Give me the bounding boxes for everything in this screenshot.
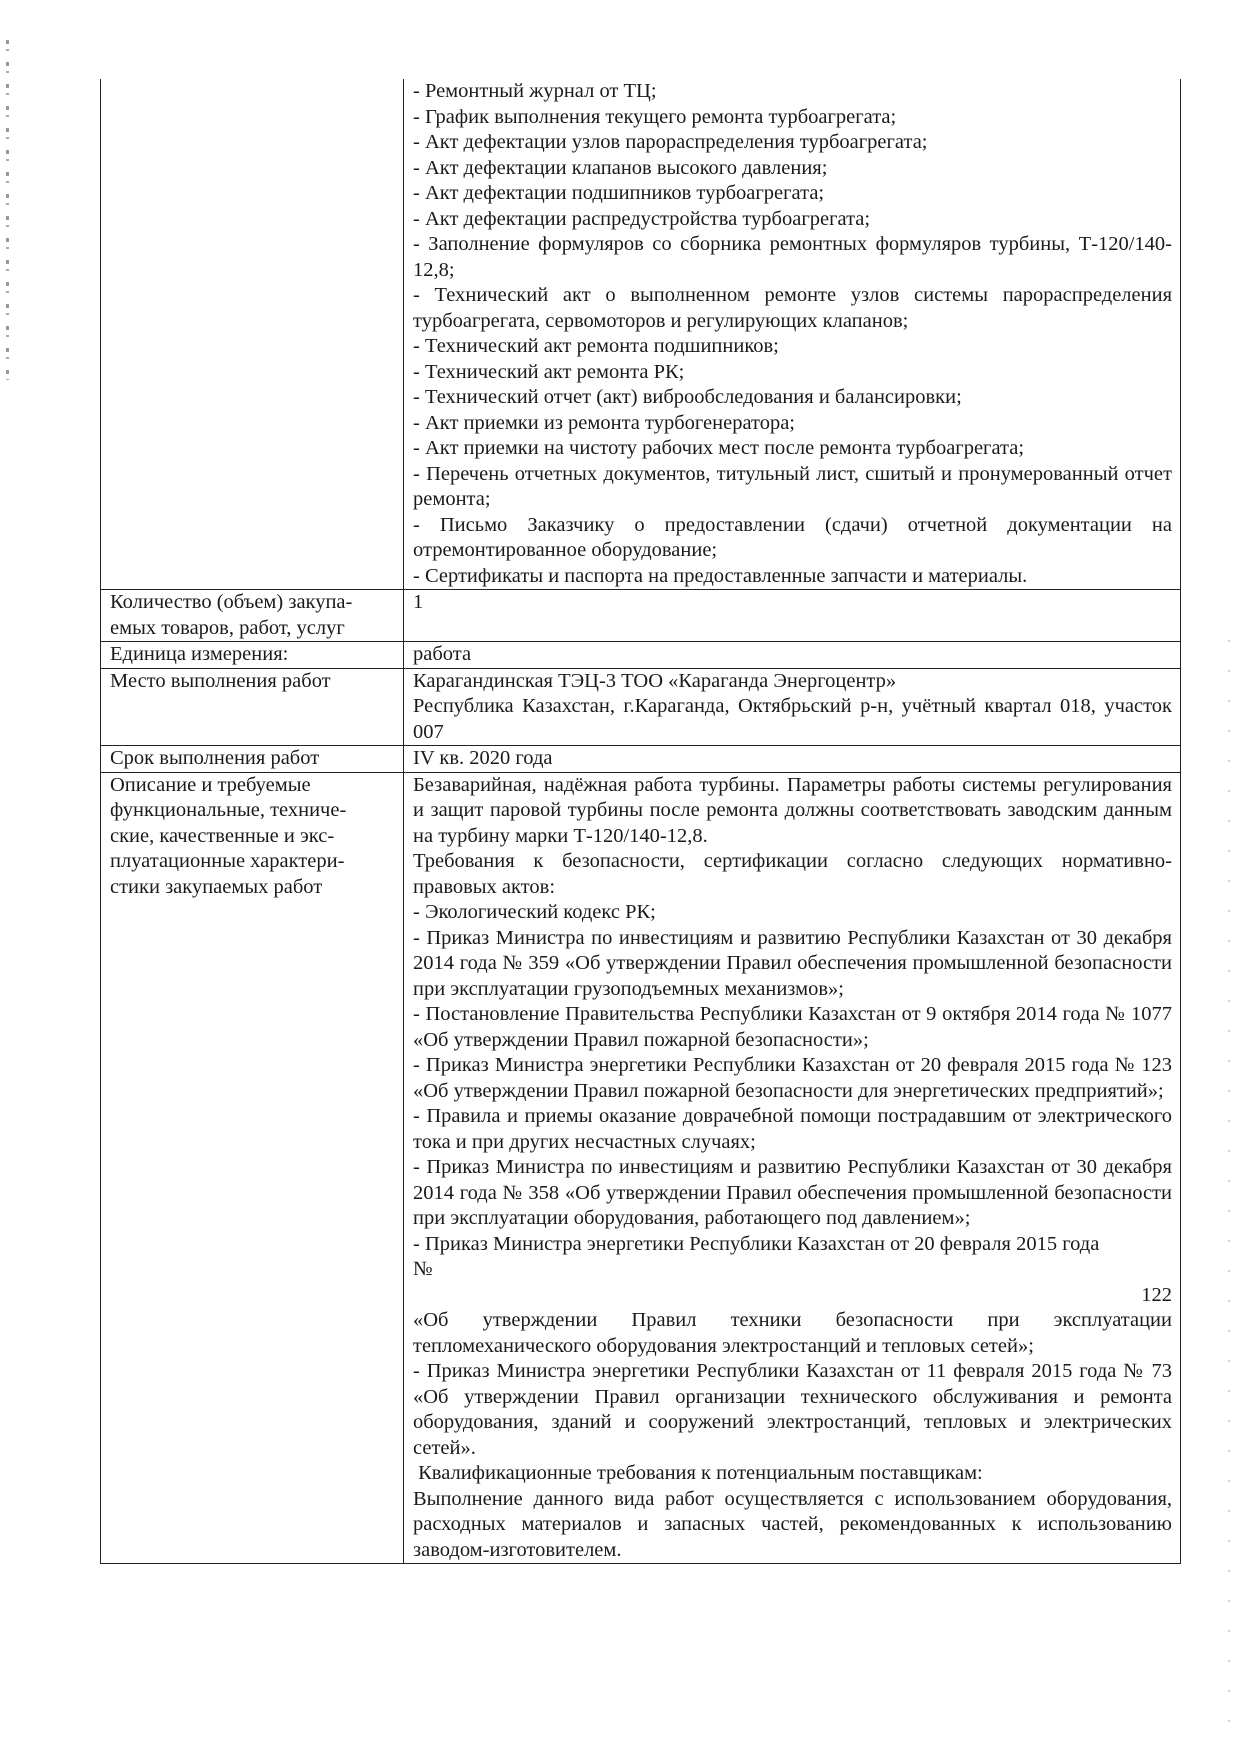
table-row-unit: [101, 642, 1181, 669]
row-label: стики закупаемых работ: [110, 875, 323, 898]
list-item: - Акт приемки из ремонта турбогенератора;: [413, 411, 795, 434]
list-item: - График выполнения текущего ремонта турбоагрегата;: [413, 105, 897, 128]
specification-table: [100, 79, 1181, 1564]
list-item: - Экологический кодекс РК;: [413, 901, 656, 923]
value-cell-deadline: [404, 746, 1181, 773]
row-label: Единица измерения:: [110, 643, 289, 665]
label-cell-location: [101, 668, 404, 746]
row-label: ские, качественные и экс-: [110, 824, 335, 847]
list-item: - Технический акт ремонта подшипников;: [413, 335, 779, 357]
row-label: емых товаров, работ, услуг: [110, 616, 345, 639]
table-row-quantity: [101, 590, 1181, 642]
list-item: - Постановление Правительства Республики Казахстан от 9 октября 2014 года № 1077 «Об утверждении Правил пожарной безопасности»;: [413, 1003, 1172, 1051]
list-item: «Об утверждении Правил техники безопасности при эксплуатации тепломеханического оборудования электростанций и тепловых сетей»;: [413, 1309, 1172, 1357]
row-label: плуатационные характери-: [110, 850, 345, 872]
list-item: - Перечень отчетных документов, титульный лист, сшитый и пронумерованный отчет ремонта;: [413, 462, 1172, 510]
list-item: - Сертификаты и паспорта на предоставленные запчасти и материалы.: [413, 564, 1028, 587]
table-row-deadline: [101, 746, 1181, 773]
location-name: Карагандинская ТЭЦ-3 ТОО «Караганда Энергоцентр»: [413, 669, 897, 692]
list-item: - Акт дефектации распредустройства турбоагрегата;: [413, 207, 871, 230]
value-cell-document-list: [404, 79, 1181, 590]
row-label: Срок выполнения работ: [110, 747, 320, 769]
list-item: - Заполнение формуляров со сборника ремонтных формуляров турбины, Т-120/140-12,8;: [413, 233, 1172, 281]
value-cell-description: [404, 772, 1181, 1564]
list-item: - Приказ Министра по инвестициям и развитию Республики Казахстан от 30 декабря 2014 года № 359 «Об утверждении Правил обеспечения промышленной безопасности при эксплуатации грузоподъемных механизмов»;: [413, 926, 1172, 1000]
paragraph: Безаварийная, надёжная работа турбины. Параметры работы системы регулирования и защит паровой турбины после ремонта должны соответствовать заводским данным на турбину марки Т-120/140-12,8.: [413, 773, 1172, 847]
list-item: - Акт приемки на чистоту рабочих мест после ремонта турбоагрегата;: [413, 437, 1025, 459]
label-cell-quantity: [101, 590, 404, 642]
list-item: - Акт дефектации подшипников турбоагрегата;: [413, 182, 825, 204]
row-label: Описание и требуемые: [110, 773, 311, 796]
list-item: - Технический отчет (акт) виброобследования и балансировки;: [413, 386, 962, 408]
order-number: 122: [1141, 1283, 1172, 1306]
list-item: - Акт дефектации клапанов высокого давления;: [413, 156, 828, 179]
row-label: функциональные, техниче-: [110, 799, 347, 821]
deadline-value: IV кв. 2020 года: [413, 747, 553, 769]
list-item: - Приказ Министра энергетики Республики Казахстан от 20 февраля 2015 года: [413, 1232, 1100, 1255]
label-cell-description: [101, 772, 404, 1564]
unit-value: работа: [413, 643, 472, 665]
paragraph: Выполнение данного вида работ осуществляется с использованием оборудования, расходных материалов и запасных частей, рекомендованных к использованию заводом-изготовителем.: [413, 1487, 1172, 1561]
label-cell-empty: [101, 79, 404, 590]
list-item: - Ремонтный журнал от ТЦ;: [413, 80, 657, 102]
table-row-location: [101, 668, 1181, 746]
table-row-description: [101, 772, 1181, 1564]
row-label: Место выполнения работ: [110, 669, 331, 692]
list-item: - Приказ Министра по инвестициям и развитию Республики Казахстан от 30 декабря 2014 года № 358 «Об утверждении Правил обеспечения промышленной безопасности при эксплуатации оборудования, работающего под давлением»;: [413, 1156, 1172, 1229]
row-label: Количество (объем) закупа-: [110, 591, 353, 613]
list-item: - Акт дефектации узлов парораспределения турбоагрегата;: [413, 131, 928, 153]
value-cell-location: [404, 668, 1181, 746]
list-item: - Приказ Министра энергетики Республики Казахстан от 20 февраля 2015 года № 123 «Об утверждении Правил пожарной безопасности для энергетических предприятий»;: [413, 1054, 1172, 1102]
number-sign: №: [413, 1258, 433, 1280]
qualification-heading: Квалификационные требования к потенциальным поставщикам:: [413, 1462, 983, 1484]
list-item: - Технический акт ремонта РК;: [413, 360, 685, 383]
scan-artifact-right: [1228, 640, 1230, 1730]
value-cell-quantity: [404, 590, 1181, 642]
list-item: - Технический акт о выполненном ремонте узлов системы парораспределения турбоагрегата, сервомоторов и регулирующих клапанов;: [413, 284, 1172, 332]
scan-artifact-left: [6, 40, 9, 380]
list-item: - Письмо Заказчику о предоставлении (сдачи) отчетной документации на отремонтированное оборудование;: [413, 513, 1172, 561]
list-item: - Приказ Министра энергетики Республики Казахстан от 11 февраля 2015 года № 73 «Об утверждении Правил организации технического обслуживания и ремонта оборудования, зданий и сооружений электростанций, тепловых и электрических сетей».: [413, 1360, 1172, 1459]
table-row-reporting-documents: [101, 79, 1181, 590]
label-cell-deadline: [101, 746, 404, 773]
quantity-value: 1: [413, 591, 424, 613]
label-cell-unit: [101, 642, 404, 669]
value-cell-unit: [404, 642, 1181, 669]
paragraph: Требования к безопасности, сертификации согласно следующих нормативно-правовых актов:: [413, 850, 1172, 898]
location-address: Республика Казахстан, г.Караганда, Октябрьский р-н, учётный квартал 018, участок 007: [413, 695, 1172, 743]
list-item: - Правила и приемы оказание доврачебной помощи пострадавшим от электрического тока и при других несчастных случаях;: [413, 1105, 1172, 1153]
